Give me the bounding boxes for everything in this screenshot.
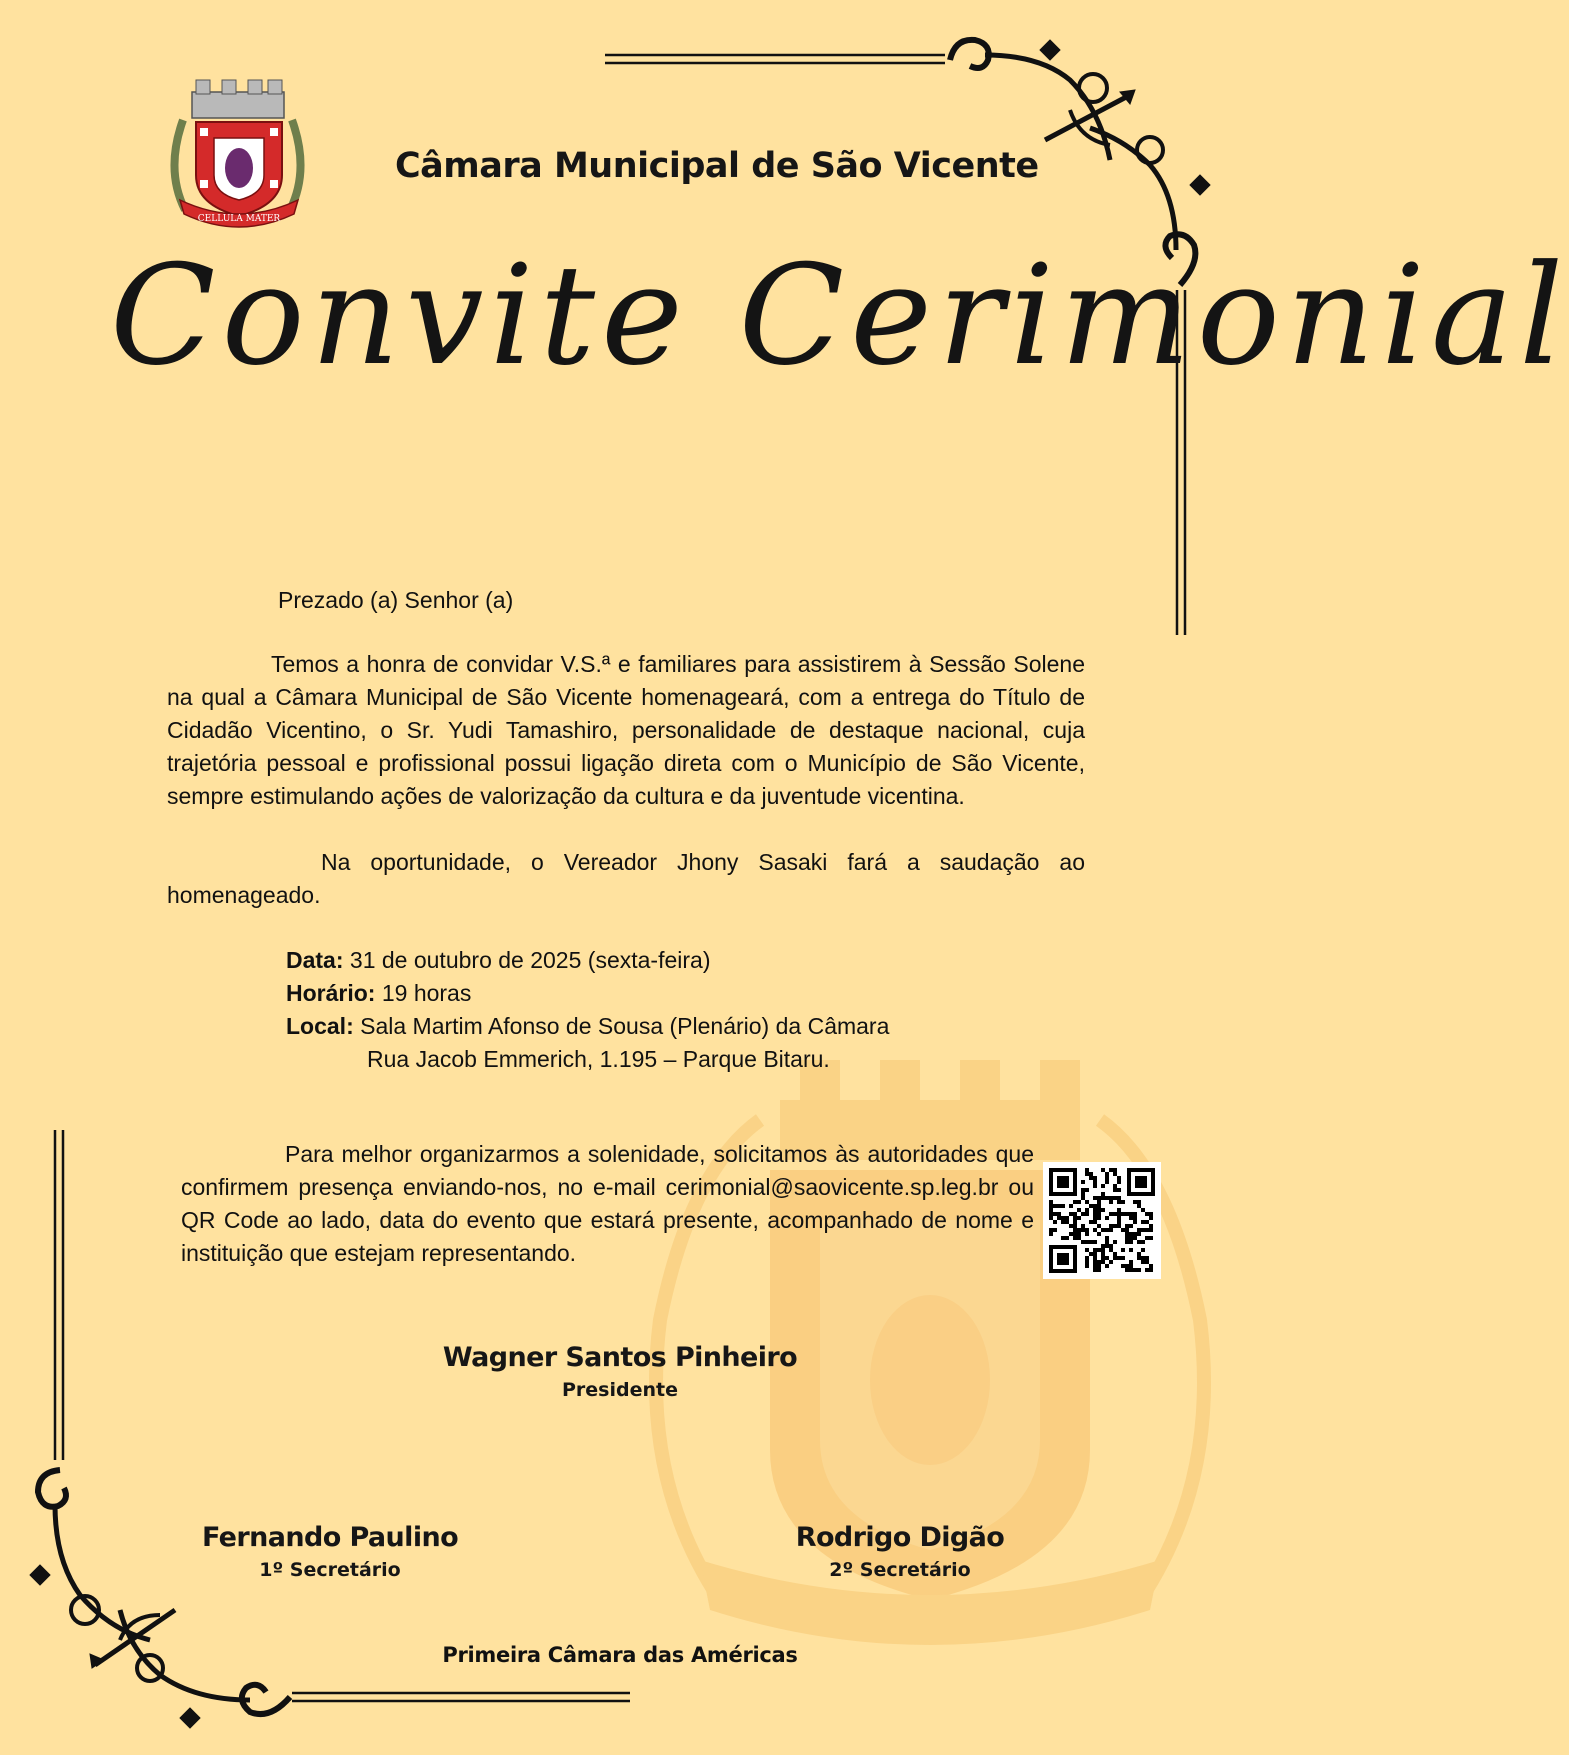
first-secretary-role: 1º Secretário	[259, 1559, 401, 1581]
second-secretary-role: 2º Secretário	[829, 1559, 971, 1581]
salutation: Prezado (a) Senhor (a)	[278, 587, 514, 613]
time-value: 19 horas	[381, 980, 472, 1006]
date-value: 31 de outubro de 2025 (sexta-feira)	[349, 947, 711, 973]
date-row	[286, 944, 889, 977]
president-name: Wagner Santos Pinheiro	[442, 1342, 798, 1373]
rsvp-paragraph: Para melhor organizarmos a solenidade, solicitamos às autoridades que confirmem presença enviando-nos, no e-mail cerimonial@saovicente.sp.leg.br ou QR Code ao lado, data do evento que estará presente, acompanhado de nome e instituição que estejam representando.	[181, 1141, 1034, 1266]
greeting-paragraph: Na oportunidade, o Vereador Jhony Sasaki fará a saudação ao homenageado.	[167, 849, 1085, 908]
place-row	[286, 1010, 889, 1043]
invitation-paragraph: Temos a honra de convidar V.S.ª e familiares para assistirem à Sessão Solene na qual a Câmara Municipal de São Vicente homenageará, com a entrega do Título de Cidadão Vicentino, o Sr. Yudi Tamashiro, personalidade de destaque nacional, cuja trajetória pessoal e profissional possui ligação direta com o Município de São Vicente, sempre estimulando ações de valorização da cultura e da juventude vicentina.	[167, 651, 1085, 809]
first-secretary-signature	[150, 1522, 510, 1581]
time-label: Horário:	[286, 980, 376, 1006]
second-secretary-signature	[720, 1522, 1080, 1581]
qr-code-icon[interactable]	[1043, 1162, 1161, 1279]
institution-name: Câmara Municipal de São Vicente	[395, 146, 1039, 186]
time-row	[286, 977, 889, 1010]
crest-motto: CELLULA MATER	[197, 214, 281, 224]
president-signature	[420, 1342, 820, 1401]
invitation-title: Convite Cerimonial	[110, 235, 1569, 396]
coat-of-arms-icon	[174, 80, 300, 227]
first-secretary-name: Fernando Paulino	[201, 1522, 459, 1553]
place-label: Local:	[286, 1013, 354, 1039]
event-details	[286, 944, 889, 1076]
place-value: Sala Martim Afonso de Sousa (Plenário) da Câmara	[360, 1013, 890, 1039]
president-role: Presidente	[562, 1379, 678, 1401]
footer-motto: Primeira Câmara das Américas	[442, 1643, 798, 1667]
second-secretary-name: Rodrigo Digão	[795, 1522, 1005, 1553]
address-value: Rua Jacob Emmerich, 1.195 – Parque Bitaru.	[367, 1046, 830, 1072]
date-label: Data:	[286, 947, 344, 973]
